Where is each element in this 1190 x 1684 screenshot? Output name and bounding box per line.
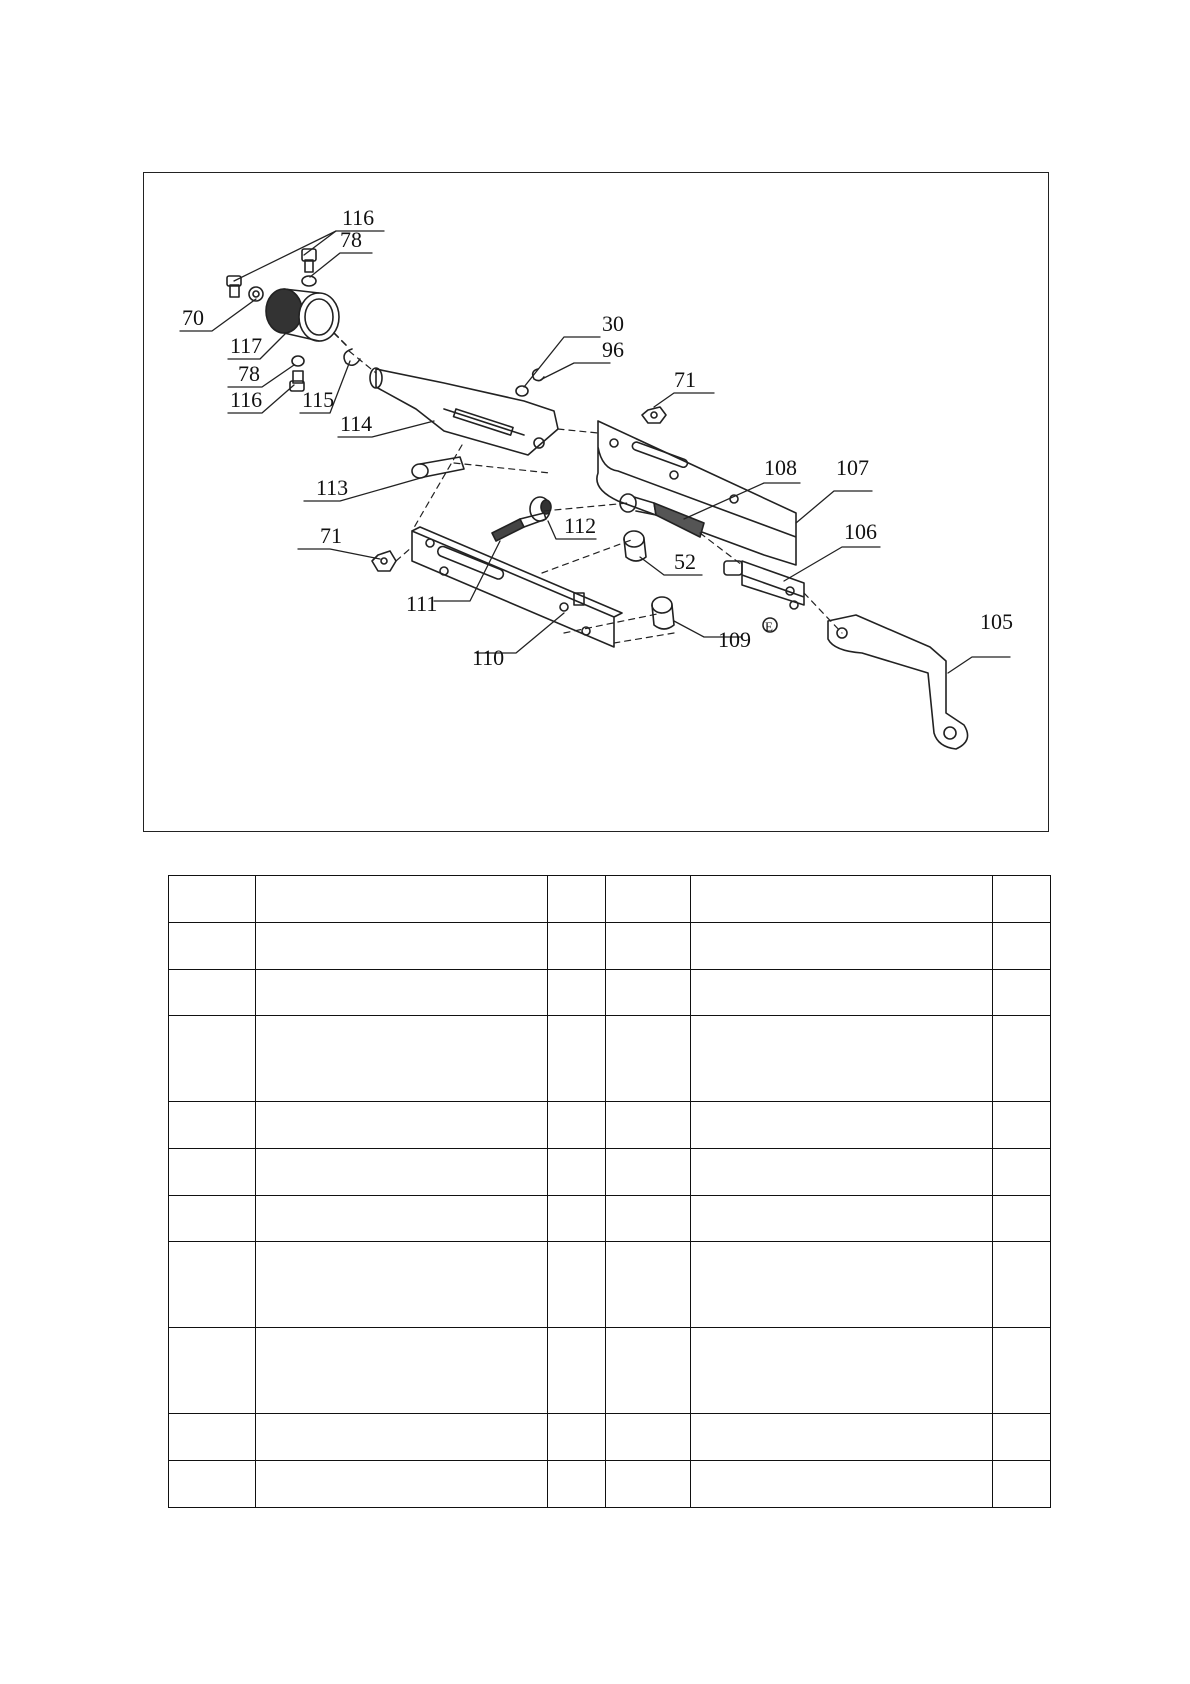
clevis-106	[724, 561, 804, 609]
table-cell	[993, 1328, 1051, 1414]
callout-52: 52	[674, 549, 696, 574]
callout-115: 115	[302, 387, 335, 412]
callout-71-upper: 71	[674, 367, 696, 392]
callout-111: 111	[406, 591, 438, 616]
table-cell	[548, 1414, 606, 1461]
callout-112: 112	[564, 513, 597, 538]
table-cell	[691, 1016, 993, 1102]
callout-116-upper: 116	[342, 205, 375, 230]
table-cell	[606, 876, 691, 923]
table-cell	[606, 1328, 691, 1414]
callout-71-lower: 71	[320, 523, 342, 548]
table-cell	[691, 1461, 993, 1508]
table-row	[169, 1016, 1051, 1102]
callout-108: 108	[764, 455, 797, 480]
table-cell	[548, 1461, 606, 1508]
table-cell	[256, 1461, 548, 1508]
nut-71-lower	[372, 551, 396, 571]
table-cell	[691, 1196, 993, 1242]
callout-113: 113	[316, 475, 349, 500]
table-cell	[548, 1328, 606, 1414]
roller-112	[530, 497, 551, 521]
screw-116-top	[302, 249, 316, 272]
callout-78-lower: 78	[238, 361, 260, 386]
e-mark: E	[765, 619, 773, 634]
washer-78-upper	[302, 276, 316, 286]
table-cell	[256, 1328, 548, 1414]
table-row	[169, 1461, 1051, 1508]
table-cell	[548, 1196, 606, 1242]
table-cell	[691, 1414, 993, 1461]
table-cell	[691, 1328, 993, 1414]
diagram-drawing	[144, 173, 1050, 833]
table-cell	[256, 923, 548, 970]
table-cell	[993, 1461, 1051, 1508]
bushing-109	[652, 597, 674, 629]
table-cell	[169, 923, 256, 970]
callout-70: 70	[182, 305, 204, 330]
exploded-parts-diagram	[143, 172, 1049, 832]
parts-table-body	[169, 876, 1051, 1508]
table-cell	[169, 876, 256, 923]
washer-30	[516, 386, 528, 396]
callout-114: 114	[340, 411, 373, 436]
table-row	[169, 1414, 1051, 1461]
table-cell	[169, 1149, 256, 1196]
table-cell	[256, 1242, 548, 1328]
table-cell	[606, 1016, 691, 1102]
table-cell	[691, 923, 993, 970]
table-cell	[993, 1149, 1051, 1196]
table-cell	[606, 1196, 691, 1242]
table-row	[169, 1242, 1051, 1328]
table-cell	[548, 1242, 606, 1328]
table-cell	[606, 1414, 691, 1461]
table-cell	[548, 1016, 606, 1102]
table-row	[169, 1149, 1051, 1196]
table-cell	[256, 1102, 548, 1149]
table-cell	[548, 1102, 606, 1149]
callout-117: 117	[230, 333, 263, 358]
table-cell	[256, 1196, 548, 1242]
plate-110	[412, 527, 622, 647]
table-cell	[993, 1414, 1051, 1461]
table-cell	[691, 1242, 993, 1328]
table-cell	[993, 1016, 1051, 1102]
table-cell	[691, 876, 993, 923]
clip-115	[344, 349, 360, 365]
table-cell	[606, 970, 691, 1016]
nut-71-upper	[642, 407, 666, 423]
table-cell	[606, 1242, 691, 1328]
pin-113	[412, 457, 464, 478]
callout-78-upper: 78	[340, 227, 362, 252]
callout-106: 106	[844, 519, 877, 544]
table-cell	[691, 1149, 993, 1196]
callout-116-lower: 116	[230, 387, 263, 412]
table-cell	[606, 1149, 691, 1196]
table-cell	[993, 923, 1051, 970]
table-cell	[169, 1016, 256, 1102]
table-cell	[548, 876, 606, 923]
table-cell	[256, 1016, 548, 1102]
table-row	[169, 970, 1051, 1016]
callout-107: 107	[836, 455, 869, 480]
table-cell	[606, 923, 691, 970]
table-cell	[606, 1102, 691, 1149]
callout-105: 105	[980, 609, 1013, 634]
table-cell	[169, 1102, 256, 1149]
table-cell	[169, 970, 256, 1016]
parts-list-table	[168, 875, 1051, 1508]
table-cell	[548, 970, 606, 1016]
table-cell	[993, 970, 1051, 1016]
table-row	[169, 1102, 1051, 1149]
table-cell	[169, 1414, 256, 1461]
table-cell	[169, 1328, 256, 1414]
callout-109: 109	[718, 627, 751, 652]
table-cell	[256, 1414, 548, 1461]
table-cell	[548, 923, 606, 970]
table-cell	[548, 1149, 606, 1196]
callout-110: 110	[472, 645, 505, 670]
table-row	[169, 1328, 1051, 1414]
adjusting-nut-117	[266, 289, 339, 341]
table-cell	[993, 1242, 1051, 1328]
shaft-111	[492, 513, 546, 541]
table-cell	[606, 1461, 691, 1508]
table-cell	[691, 970, 993, 1016]
table-cell	[993, 1196, 1051, 1242]
callout-96: 96	[602, 337, 624, 362]
table-row	[169, 1196, 1051, 1242]
callout-30: 30	[602, 311, 624, 336]
table-cell	[256, 970, 548, 1016]
plate-107	[597, 421, 796, 565]
table-cell	[169, 1461, 256, 1508]
table-cell	[993, 876, 1051, 923]
table-row	[169, 923, 1051, 970]
table-cell	[256, 1149, 548, 1196]
table-cell	[993, 1102, 1051, 1149]
table-cell	[256, 876, 548, 923]
table-cell	[169, 1196, 256, 1242]
table-row	[169, 876, 1051, 923]
table-cell	[691, 1102, 993, 1149]
bushing-52	[624, 531, 646, 561]
table-cell	[169, 1242, 256, 1328]
